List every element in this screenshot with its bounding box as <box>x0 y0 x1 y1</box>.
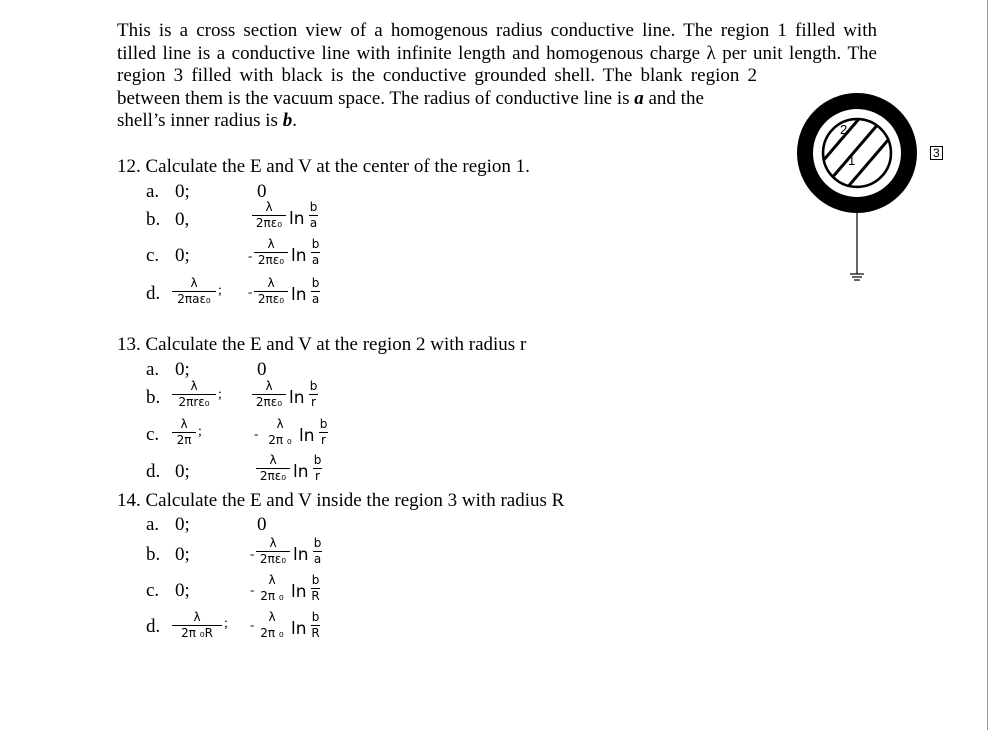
q12-option-d-sign: - <box>248 284 253 299</box>
q12-option-a-letter: a. <box>146 181 160 202</box>
q13-option-c-letter: c. <box>146 424 160 445</box>
q14-option-c-letter: c. <box>146 580 160 601</box>
q14-option-d-v-frac: λ 2π ₀ <box>260 610 284 640</box>
q12-option-b-e: 0, <box>175 209 190 230</box>
q12-option-d-v-frac: λ 2πε₀ <box>254 277 288 306</box>
q13-option-d-v-frac: λ 2πε₀ <box>256 454 290 483</box>
q14-option-d-letter: d. <box>146 616 161 637</box>
q14-option-a-letter: a. <box>146 514 160 535</box>
q13-option-a-e: 0; <box>175 359 190 380</box>
q13-option-b-v-frac: λ 2πε₀ <box>252 380 286 409</box>
q12-option-d-e-punct: ; <box>218 283 222 298</box>
intro-line-3: region 3 filled with black is the conductive grounded shell. The blank region 2 <box>117 65 757 86</box>
intro-line-1: This is a cross section view of a homogenous radius conductive line. The region 1 filled with <box>117 20 877 41</box>
q12-option-c-e: 0; <box>175 245 190 266</box>
q12-option-c-sign: - <box>248 248 253 263</box>
intro-line-4: between them is the vacuum space. The radius of conductive line is a and the <box>117 87 704 109</box>
q12-option-a-e: 0; <box>175 181 190 202</box>
q12-option-d-e-frac: λ 2πaε₀ <box>172 277 216 306</box>
q12-option-d-letter: d. <box>146 283 161 304</box>
q12-option-c-letter: c. <box>146 245 160 266</box>
diagram-label-2: 2 <box>840 122 848 137</box>
diagram-label-3: 3 <box>930 146 943 160</box>
var-a: a <box>634 87 644 109</box>
q14-option-d-sign: - <box>250 617 255 632</box>
q13-option-d-e: 0; <box>175 461 190 482</box>
q13-option-c-e-frac: λ 2π <box>172 418 196 447</box>
q14-option-a-v: 0 <box>257 514 267 535</box>
intro-line-5: shell’s inner radius is b. <box>117 110 297 131</box>
q12-option-c-v-frac: λ 2πε₀ <box>254 238 288 267</box>
intro-line-2: tilled line is a conductive line with infinite length and homogenous charge λ per unit length. The <box>117 42 877 64</box>
q14-option-a-e: 0; <box>175 514 190 535</box>
q13-option-c-e-punct: ; <box>198 424 202 439</box>
cross-section-diagram <box>790 86 940 286</box>
q14-option-c-v-frac: λ 2π ₀ <box>260 573 284 603</box>
q14-option-d-e-frac: λ 2π ₀R <box>172 611 222 640</box>
q14-option-b-letter: b. <box>146 544 161 565</box>
intro-paragraph <box>117 20 877 133</box>
q12-option-b-v-frac: λ 2πε₀ <box>252 201 286 230</box>
diagram-label-1: 1 <box>848 153 856 168</box>
question-13: 13. Calculate the E and V at the region 2 with radius r <box>117 334 527 355</box>
q13-option-b-e-frac: λ 2πrε₀ <box>172 380 216 409</box>
q14-option-b-v-frac: λ 2πε₀ <box>256 537 290 566</box>
q12-option-b-letter: b. <box>146 209 161 230</box>
q14-option-b-sign: - <box>250 546 255 561</box>
q13-option-b-e-punct: ; <box>218 387 222 402</box>
var-b: b <box>282 110 293 131</box>
q14-option-d-e-punct: ; <box>224 616 228 631</box>
q14-option-c-e: 0; <box>175 580 190 601</box>
q13-option-d-letter: d. <box>146 461 161 482</box>
q13-option-a-letter: a. <box>146 359 160 380</box>
q13-option-b-letter: b. <box>146 387 161 408</box>
question-14: 14. Calculate the E and V inside the region 3 with radius R <box>117 490 565 511</box>
q14-option-b-e: 0; <box>175 544 190 565</box>
question-12: 12. Calculate the E and V at the center of the region 1. <box>117 156 530 177</box>
q12-option-a-v: 0 <box>257 181 267 202</box>
q14-option-c-sign: - <box>250 582 255 597</box>
q13-option-c-sign: - <box>254 426 259 441</box>
q13-option-a-v: 0 <box>257 359 267 380</box>
q13-option-c-v-frac: λ 2π ₀ <box>268 417 292 447</box>
